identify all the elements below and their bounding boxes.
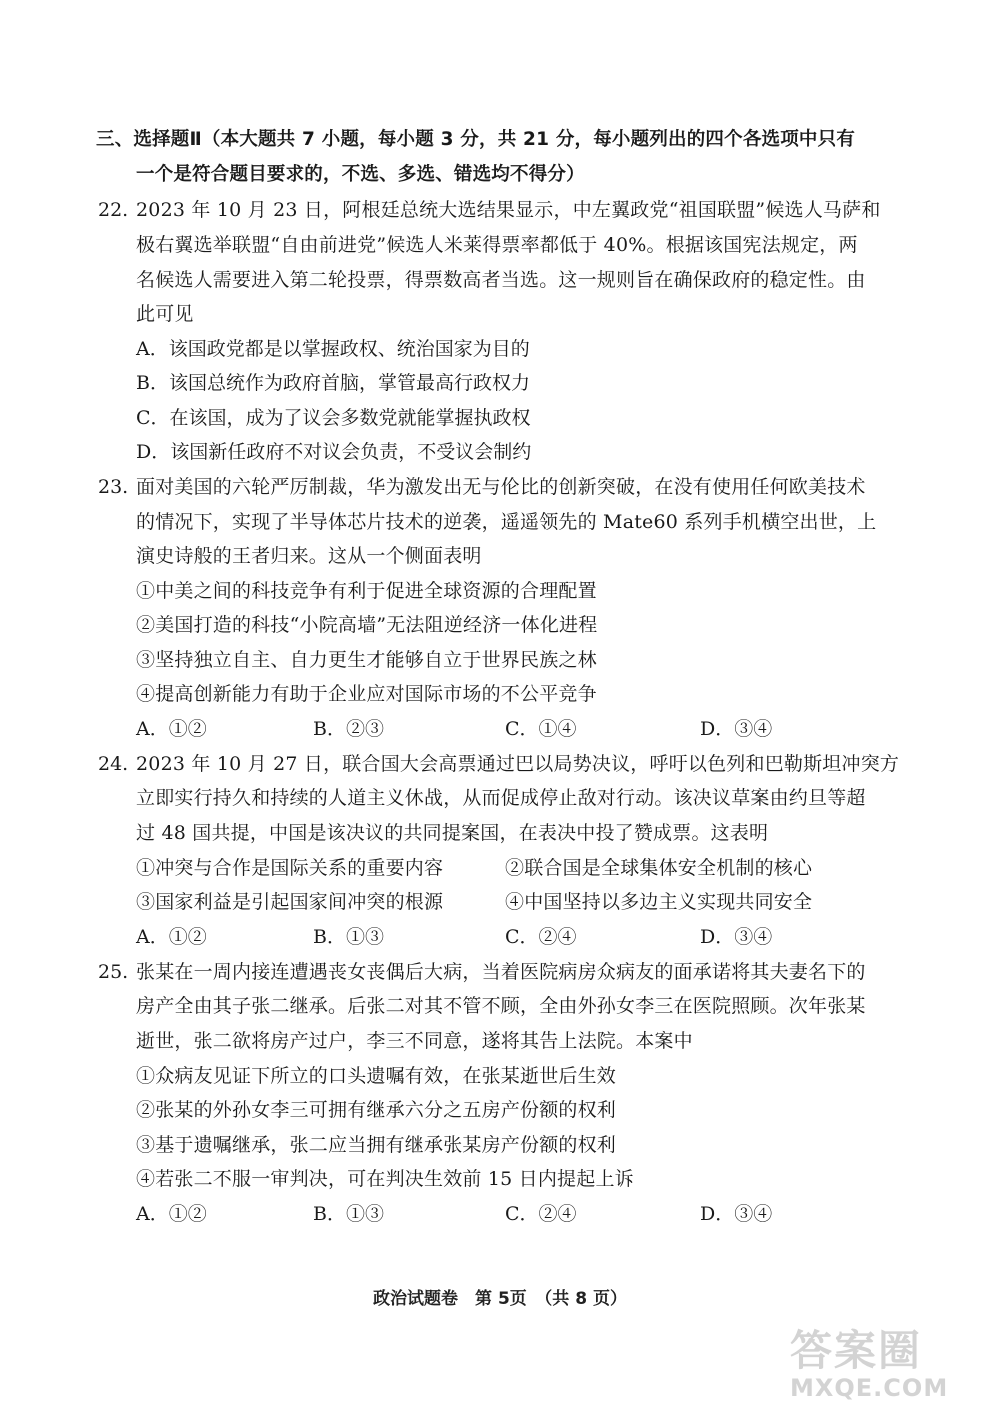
question-25-statement-2: ②张某的外孙女李三可拥有继承六分之五房产份额的权利 bbox=[136, 1099, 617, 1121]
question-22-option-b: B．该国总统作为政府首脑，掌管最高行政权力 bbox=[136, 372, 530, 394]
question-22-stem-line: 极右翼选举联盟“自由前进党”候选人米莱得票率都低于 40%。根据该国宪法规定，两 bbox=[136, 234, 858, 256]
question-23-option-a: A．①② bbox=[136, 718, 207, 740]
question-25-option-d: D．③④ bbox=[700, 1203, 773, 1225]
question-25-number: 25. bbox=[98, 961, 129, 983]
question-25-stem-line: 张某在一周内接连遭遇丧女丧偶后大病，当着医院病房众病友的面承诺将其夫妻名下的 bbox=[136, 961, 866, 983]
question-22-option-c: C．在该国，成为了议会多数党就能掌握执政权 bbox=[136, 407, 531, 429]
question-25-statement-3: ③基于遗嘱继承，张二应当拥有继承张某房产份额的权利 bbox=[136, 1134, 617, 1156]
question-23-stem-line: 演史诗般的王者归来。这从一个侧面表明 bbox=[136, 545, 482, 567]
question-23-option-d: D．③④ bbox=[700, 718, 773, 740]
question-23-stem-line: 面对美国的六轮严厉制裁，华为激发出无与伦比的创新突破，在没有使用任何欧美技术 bbox=[136, 476, 866, 498]
question-23-statement-1: ①中美之间的科技竞争有利于促进全球资源的合理配置 bbox=[136, 580, 597, 602]
question-22-option-a: A．该国政党都是以掌握政权、统治国家为目的 bbox=[136, 338, 530, 360]
question-24-option-c: C．②④ bbox=[505, 926, 577, 948]
watermark-url: MXQE.COM bbox=[790, 1374, 949, 1402]
question-25-statement-1: ①众病友见证下所立的口头遗嘱有效，在张某逝世后生效 bbox=[136, 1065, 617, 1087]
question-22-stem-line: 此可见 bbox=[136, 303, 194, 325]
question-24-stem-line: 立即实行持久和持续的人道主义休战，从而促成停止敌对行动。该决议草案由约旦等超 bbox=[136, 787, 866, 809]
question-25-stem-line: 逝世，张二欲将房产过户，李三不同意，遂将其告上法院。本案中 bbox=[136, 1030, 693, 1052]
question-24-stem-line: 2023 年 10 月 27 日，联合国大会高票通过巴以局势决议，呼吁以色列和巴勒斯坦冲突方 bbox=[136, 753, 900, 775]
question-23-number: 23. bbox=[98, 476, 129, 498]
question-24-statement-4: ④中国坚持以多边主义实现共同安全 bbox=[505, 891, 813, 913]
page-footer: 政治试题卷 第 5页 （共 8 页） bbox=[373, 1289, 627, 1309]
section-header-line-1: 三、选择题Ⅱ（本大题共 7 小题，每小题 3 分，共 21 分，每小题列出的四个各选项中只有 bbox=[96, 129, 856, 150]
question-24-statement-1: ①冲突与合作是国际关系的重要内容 bbox=[136, 857, 444, 879]
question-23-statement-3: ③坚持独立自主、自力更生才能够自立于世界民族之林 bbox=[136, 649, 597, 671]
question-22-stem-line: 名候选人需要进入第二轮投票，得票数高者当选。这一规则旨在确保政府的稳定性。由 bbox=[136, 269, 866, 291]
question-25-option-b: B．①③ bbox=[313, 1203, 384, 1225]
question-24-statement-3: ③国家利益是引起国家间冲突的根源 bbox=[136, 891, 444, 913]
question-22-number: 22. bbox=[98, 199, 129, 221]
question-25-option-c: C．②④ bbox=[505, 1203, 577, 1225]
question-24-option-b: B．①③ bbox=[313, 926, 384, 948]
question-24-number: 24. bbox=[98, 753, 129, 775]
question-25-stem-line: 房产全由其子张二继承。后张二对其不管不顾，全由外孙女李三在医院照顾。次年张某 bbox=[136, 995, 866, 1017]
question-24-option-a: A．①② bbox=[136, 926, 207, 948]
question-23-option-c: C．①④ bbox=[505, 718, 577, 740]
question-23-statement-4: ④提高创新能力有助于企业应对国际市场的不公平竞争 bbox=[136, 683, 597, 705]
question-24-stem-line: 过 48 国共提，中国是该决议的共同提案国，在表决中投了赞成票。这表明 bbox=[136, 822, 769, 844]
question-25-option-a: A．①② bbox=[136, 1203, 207, 1225]
question-22-stem-line: 2023 年 10 月 23 日，阿根廷总统大选结果显示，中左翼政党“祖国联盟”候选人马萨和 bbox=[136, 199, 881, 221]
watermark-logo-text: 答案圈 bbox=[790, 1326, 923, 1375]
watermark-logo bbox=[790, 1318, 960, 1408]
question-22-option-d: D．该国新任政府不对议会负责，不受议会制约 bbox=[136, 441, 532, 463]
question-25-statement-4: ④若张二不服一审判决，可在判决生效前 15 日内提起上诉 bbox=[136, 1168, 634, 1190]
question-23-stem-line: 的情况下，实现了半导体芯片技术的逆袭，遥遥领先的 Mate60 系列手机横空出世，上 bbox=[136, 511, 877, 533]
question-23-statement-2: ②美国打造的科技“小院高墙”无法阻逆经济一体化进程 bbox=[136, 614, 598, 636]
question-24-statement-2: ②联合国是全球集体安全机制的核心 bbox=[505, 857, 813, 879]
question-24-option-d: D．③④ bbox=[700, 926, 773, 948]
question-23-option-b: B．②③ bbox=[313, 718, 384, 740]
section-header-line-2: 一个是符合题目要求的，不选、多选、错选均不得分） bbox=[136, 164, 585, 185]
